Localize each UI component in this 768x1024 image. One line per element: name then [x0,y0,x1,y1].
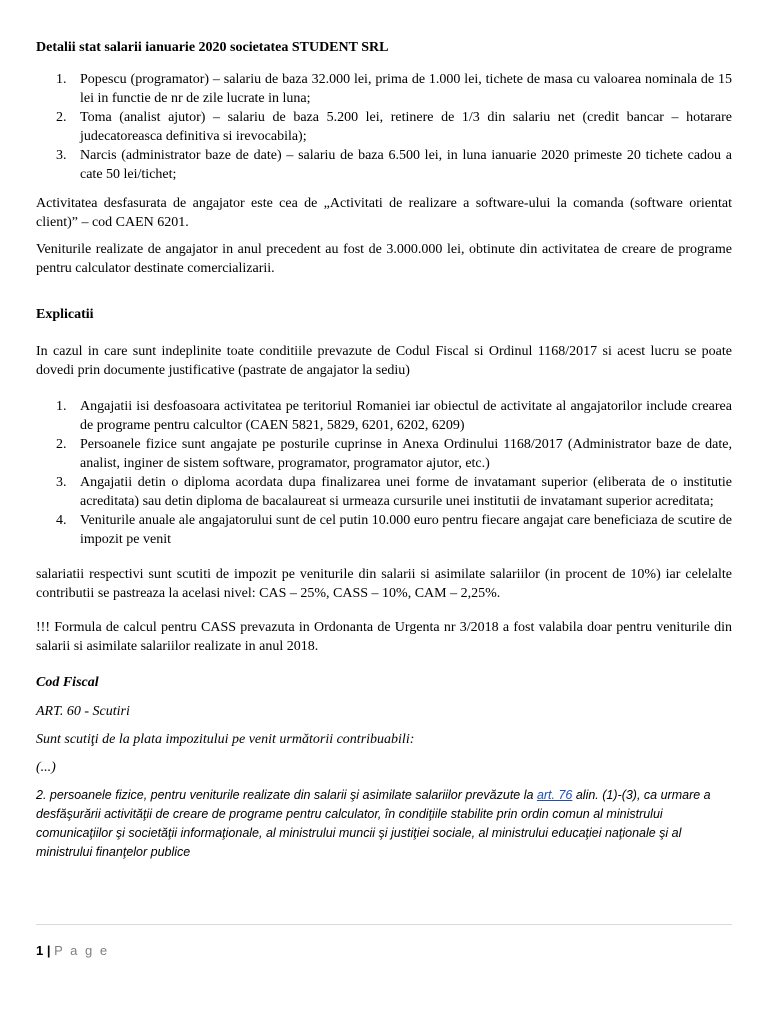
page-label: P a g e [54,943,110,958]
explicatii-intro: In cazul in care sunt indeplinite toate conditiile prevazute de Codul Fiscal si Ordinul 1168/2017 si acest lucru se poate dovedi prin documente justificative (pastrate de angajator la sediu) [36,344,732,378]
list-item: 3. Narcis (administrator baze de date) – salariu de baza 6.500 lei, in luna ianuarie 2020 primeste 20 tichete cadou a cate 50 lei/tichet; [56,148,732,182]
article-title: ART. 60 - Scutiri [36,704,130,719]
note-paragraph: !!! Formula de calcul pentru CASS prevazuta in Ordonanta de Urgenta nr 3/2018 a fost valabila doar pentru veniturile din salarii si asimilate salariilor realizate in anul 2018. [36,620,732,654]
list-item: 2. Persoanele fizice sunt angajate pe posturile cuprinse in Anexa Ordinului 1168/2017 (Administrator baze de date, analist, inginer de sistem software, programator, programator ajutor, etc.) [56,437,732,471]
employee-list [36,70,732,184]
activity-paragraph: Activitatea desfasurata de angajator este cea de „Activitati de realizare a software-ului la comanda (software orientat client)” – cod CAEN 6201. [36,196,732,230]
art-76-link[interactable]: art. 76 [536,788,573,802]
ellipsis: (...) [36,760,56,775]
document-title: Detalii stat salarii ianuarie 2020 societatea STUDENT SRL [36,40,389,55]
list-item: 4. Veniturile anuale ale angajatorului sunt de cel putin 10.000 euro pentru fiecare angajat care beneficiaza de scutire de impozit pe venit [56,513,732,547]
conditions-list [36,397,732,549]
article-point-2: 2. persoanele fizice, pentru veniturile realizate din salarii şi asimilate salariilor prevăzute la art. 76 alin. (1)-(3), ca urmare a desfăşurării activităţii de creare de programe pentru calculator, în condiţiile stabilite prin ordin comun al ministrului comunicaţiilor şi societăţii informaţionale, al ministrului muncii şi justiţiei sociale, al ministrului educaţiei naţionale şi al ministrului finanţelor publice [36,788,711,859]
article-intro: Sunt scutiţi de la plata impozitului pe venit următorii contribuabili: [36,732,415,747]
footer-divider [36,924,732,925]
revenue-paragraph: Veniturile realizate de angajator in anul precedent au fost de 3.000.000 lei, obtinute din activitatea de creare de programe pentru calculator destinate comercializarii. [36,242,732,276]
exemption-paragraph: salariatii respectivi sunt scutiti de impozit pe veniturile din salarii si asimilate salariilor (in procent de 10%) iar celelalte contributii se pastreaza la acelasi nivel: CAS – 25%, CASS – 10%, CAM – 2,25%. [36,567,732,601]
list-item: 1. Angajatii isi desfoasoara activitatea pe teritoriul Romaniei iar obiectul de activitate al angajatorilor include crearea de programe pentru calcultor (CAEN 5821, 5829, 6201, 6202, 6209) [56,399,732,433]
list-item: 3. Angajatii detin o diploma acordata dupa finalizarea unei forme de invatamant superior (eliberata de o institutie acreditata) sau detin diploma de bacalaureat si urmeaza cursurile unei institutii de invatamant superior acreditata; [56,475,732,509]
page-number: 1 [36,943,44,958]
list-item: 1. Popescu (programator) – salariu de baza 32.000 lei, prima de 1.000 lei, tichete de masa cu valoarea nominala de 15 lei in functie de nr de zile lucrate in luna; [56,72,732,106]
explicatii-heading: Explicatii [36,307,94,322]
page-footer [36,943,109,958]
cod-fiscal-heading: Cod Fiscal [36,675,99,690]
page-separator: | [46,943,51,958]
list-item: 2. Toma (analist ajutor) – salariu de baza 5.200 lei, retinere de 1/3 din salariu net (credit bancar – hotarare judecatoreasca definitiva si irevocabila); [56,110,732,144]
